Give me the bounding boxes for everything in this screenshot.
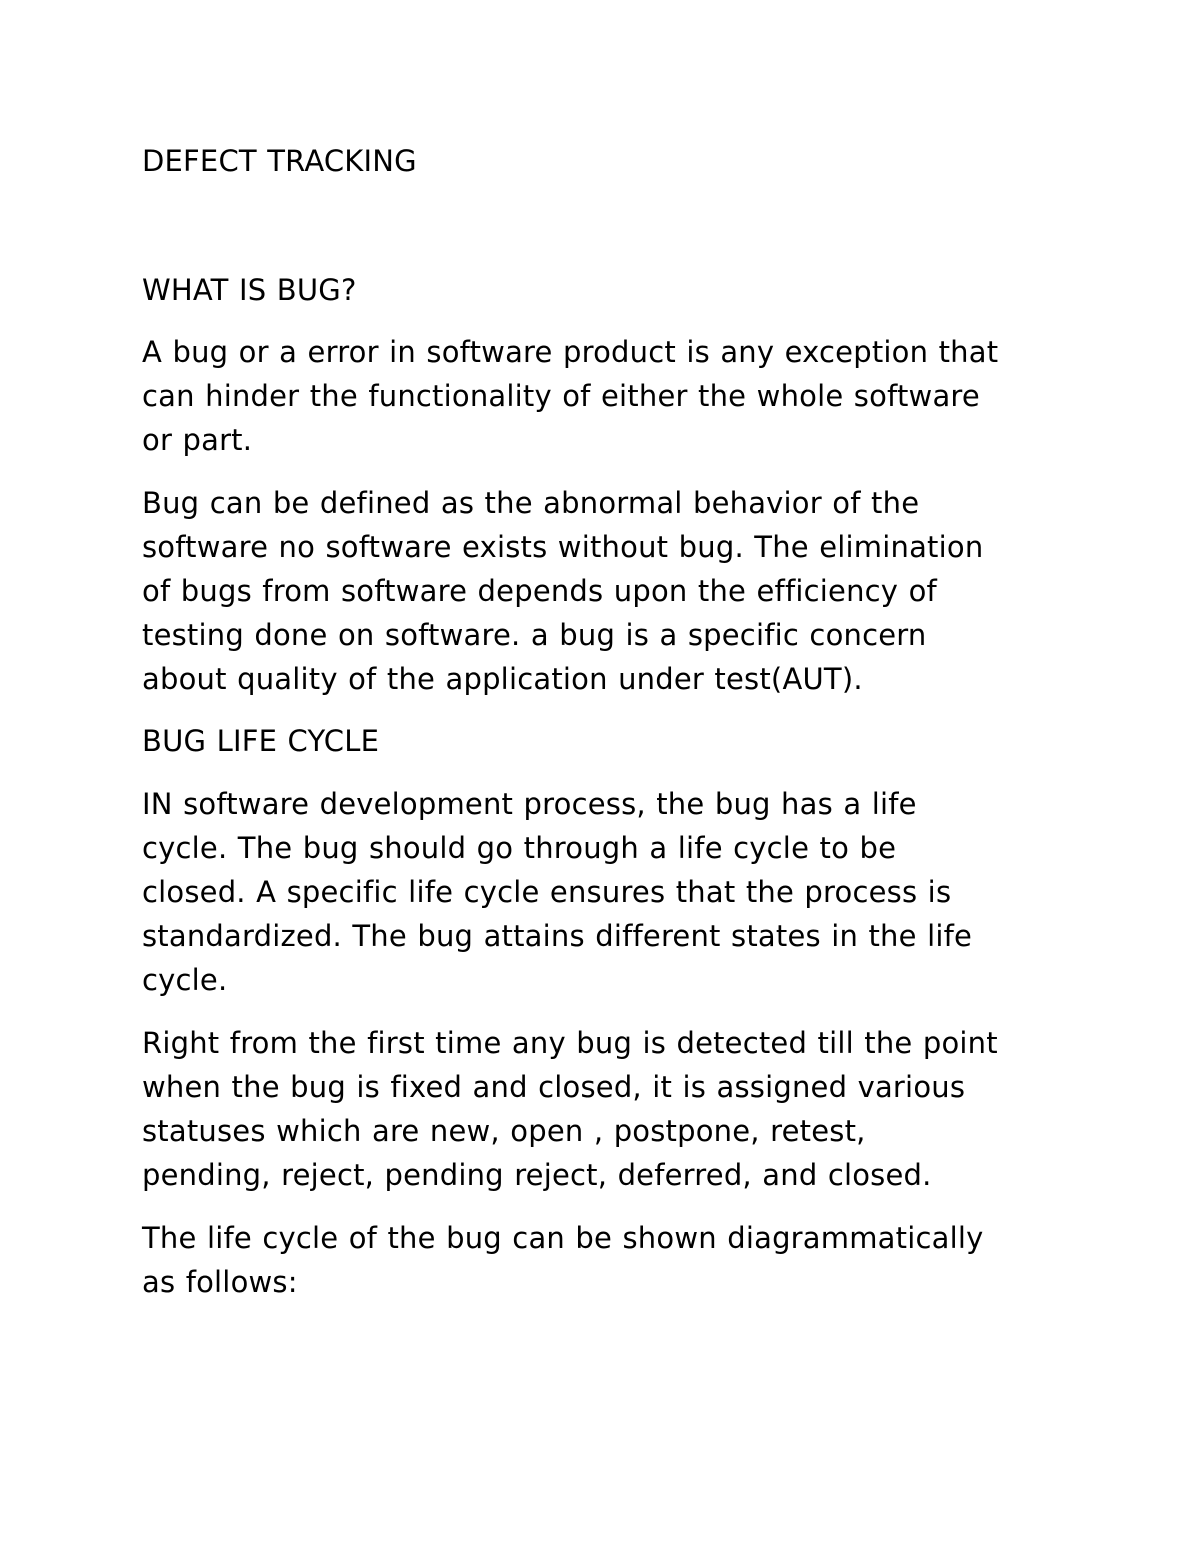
- document-title: DEFECT TRACKING: [142, 144, 417, 178]
- paragraph-bug-definition: A bug or a error in software product is any exception that can hinder the functionality of either the whole software or part.: [142, 335, 999, 457]
- section-heading-bug-life-cycle: BUG LIFE CYCLE: [142, 724, 380, 758]
- paragraph-life-cycle-intro: IN software development process, the bug has a life cycle. The bug should go through a life cycle to be closed. A specific life cycle ensures that the process is standardized. The bug attains different states in the life cycle.: [142, 787, 973, 997]
- section-heading-what-is-bug: WHAT IS BUG?: [142, 273, 357, 307]
- paragraph-bug-abnormal-behavior: Bug can be defined as the abnormal behavior of the software no software exists without bug. The elimination of bugs from software depends upon the efficiency of testing done on software. a bug is a specific concern about quality of the application under test(AUT).: [142, 486, 984, 696]
- paragraph-bug-statuses: Right from the first time any bug is detected till the point when the bug is fixed and closed, it is assigned various statuses which are new, open , postpone, retest, pending, reject, pending reject, deferred, and closed.: [142, 1026, 998, 1192]
- paragraph-diagram-intro: The life cycle of the bug can be shown diagrammatically as follows:: [142, 1221, 984, 1299]
